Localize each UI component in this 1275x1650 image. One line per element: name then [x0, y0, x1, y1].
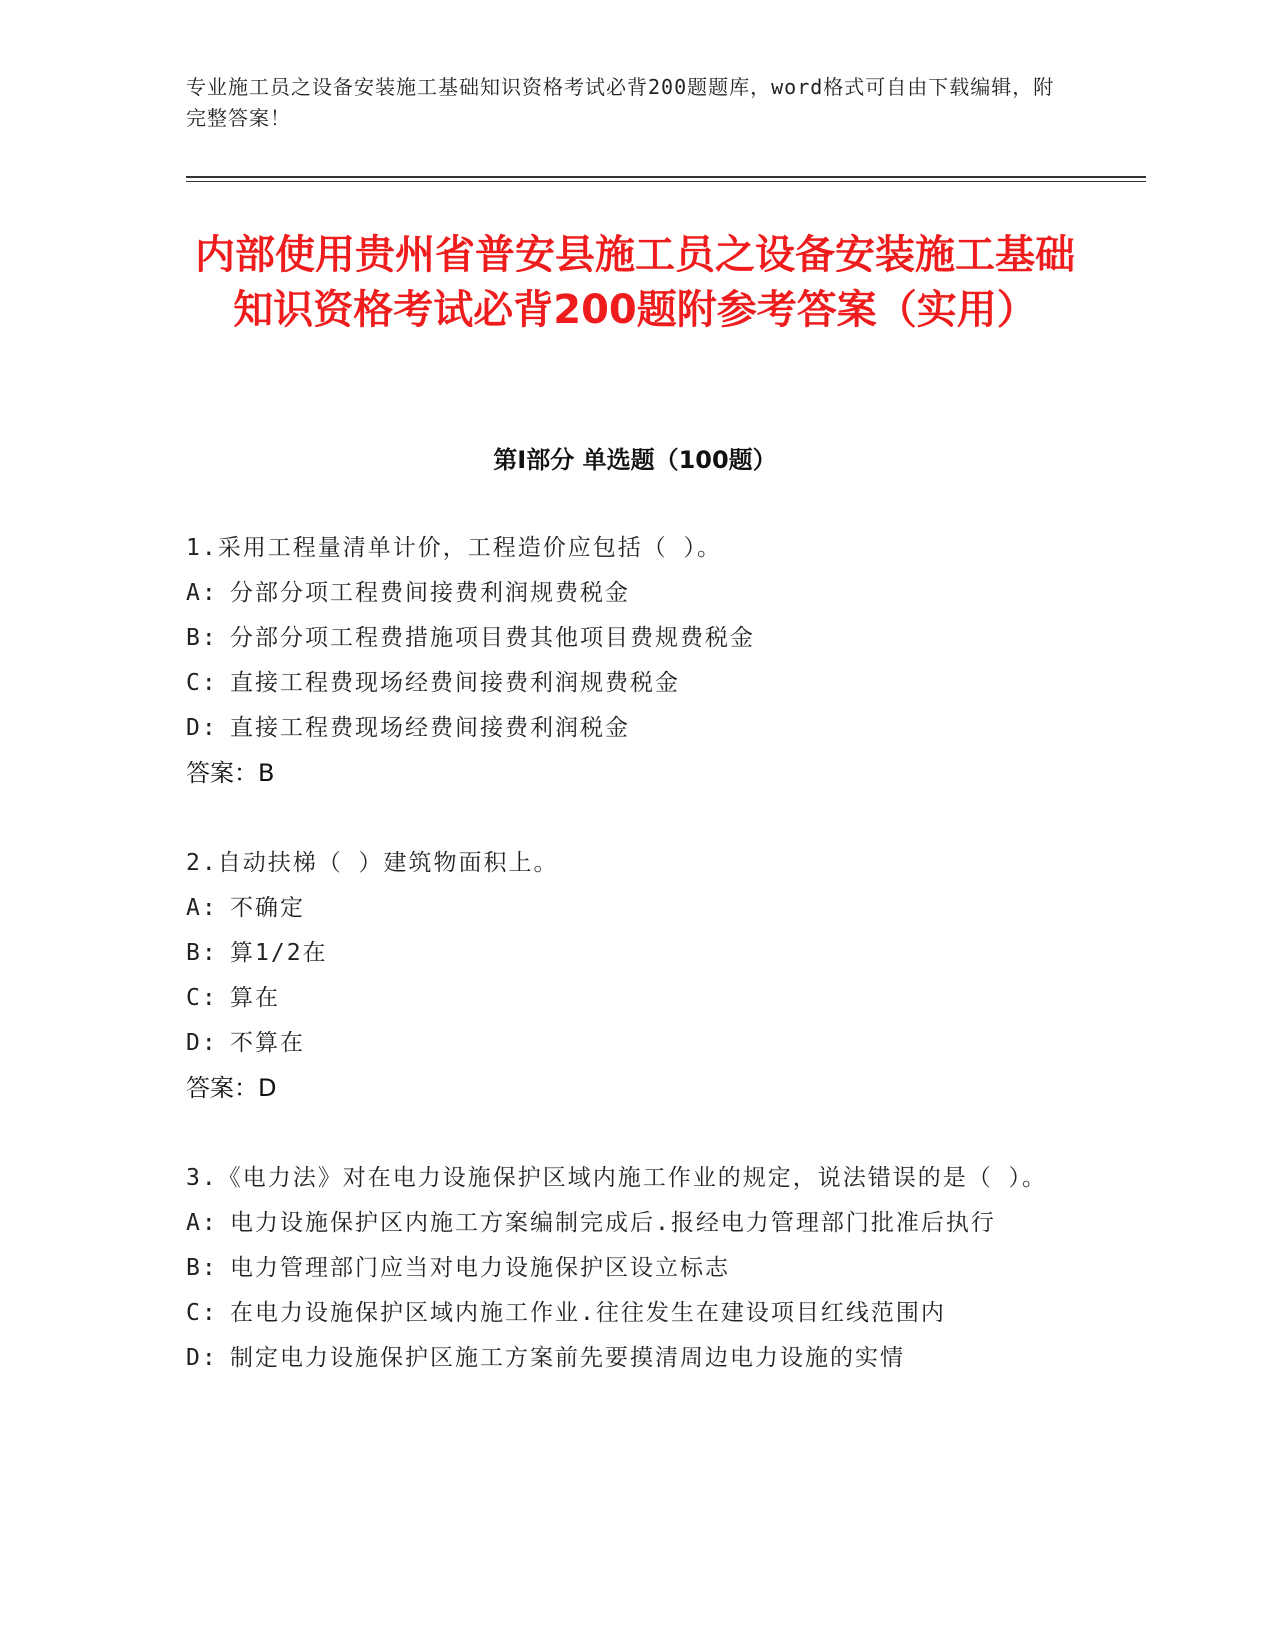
option-c	[186, 661, 1066, 706]
question-3	[186, 1156, 1066, 1381]
header-note: 专业施工员之设备安装施工基础知识资格考试必背200题题库，word格式可自由下载编辑，附完整答案！	[186, 75, 1055, 130]
option-letter: C:	[186, 1300, 218, 1326]
option-text: 算在	[230, 985, 280, 1011]
option-text: 直接工程费现场经费间接费利润税金	[230, 715, 630, 741]
question-text: 1.采用工程量清单计价，工程造价应包括（ ）。	[186, 535, 723, 561]
option-text: 电力设施保护区内施工方案编制完成后.报经电力管理部门批准后执行	[230, 1210, 996, 1236]
option-a	[186, 1201, 1066, 1246]
option-letter: D:	[186, 1345, 218, 1371]
option-text: 算1/2在	[230, 940, 328, 966]
option-letter: B:	[186, 940, 218, 966]
option-text: 分部分项工程费措施项目费其他项目费规费税金	[230, 625, 755, 651]
option-c	[186, 976, 1066, 1021]
option-d	[186, 706, 1066, 751]
option-d	[186, 1336, 1066, 1381]
question-text: 3.《电力法》对在电力设施保护区域内施工作业的规定，说法错误的是（ ）。	[186, 1165, 1048, 1191]
option-text: 直接工程费现场经费间接费利润规费税金	[230, 670, 680, 696]
option-letter: B:	[186, 625, 218, 651]
option-a	[186, 571, 1066, 616]
section-heading: 第Ⅰ部分 单选题（100题）	[493, 446, 777, 474]
option-d	[186, 1021, 1066, 1066]
option-letter: B:	[186, 1255, 218, 1281]
option-b	[186, 931, 1066, 976]
option-text: 在电力设施保护区域内施工作业.往往发生在建设项目红线范围内	[230, 1300, 946, 1326]
option-letter: D:	[186, 1030, 218, 1056]
option-text: 电力管理部门应当对电力设施保护区设立标志	[230, 1255, 730, 1281]
option-letter: C:	[186, 670, 218, 696]
option-c	[186, 1291, 1066, 1336]
option-a	[186, 886, 1066, 931]
question-text: 2.自动扶梯（ ）建筑物面积上。	[186, 850, 559, 876]
question-1	[186, 526, 1066, 796]
question-2	[186, 841, 1066, 1111]
option-text: 制定电力设施保护区施工方案前先要摸清周边电力设施的实情	[230, 1345, 905, 1371]
header-rule-thick	[186, 176, 1146, 178]
option-text: 不确定	[230, 895, 305, 921]
option-letter: C:	[186, 985, 218, 1011]
option-text: 不算在	[230, 1030, 305, 1056]
document-title: 内部使用贵州省普安县施工员之设备安装施工基础知识资格考试必背200题附参考答案（实用）	[195, 232, 1075, 333]
option-letter: D:	[186, 715, 218, 741]
option-letter: A:	[186, 895, 218, 921]
answer-label: 答案：B	[186, 759, 275, 787]
option-letter: A:	[186, 1210, 218, 1236]
option-text: 分部分项工程费间接费利润规费税金	[230, 580, 630, 606]
option-letter: A:	[186, 580, 218, 606]
option-b	[186, 1246, 1066, 1291]
question-list	[186, 526, 1066, 1426]
answer-label: 答案：D	[186, 1074, 277, 1102]
header-rule-thin	[186, 181, 1146, 182]
option-b	[186, 616, 1066, 661]
